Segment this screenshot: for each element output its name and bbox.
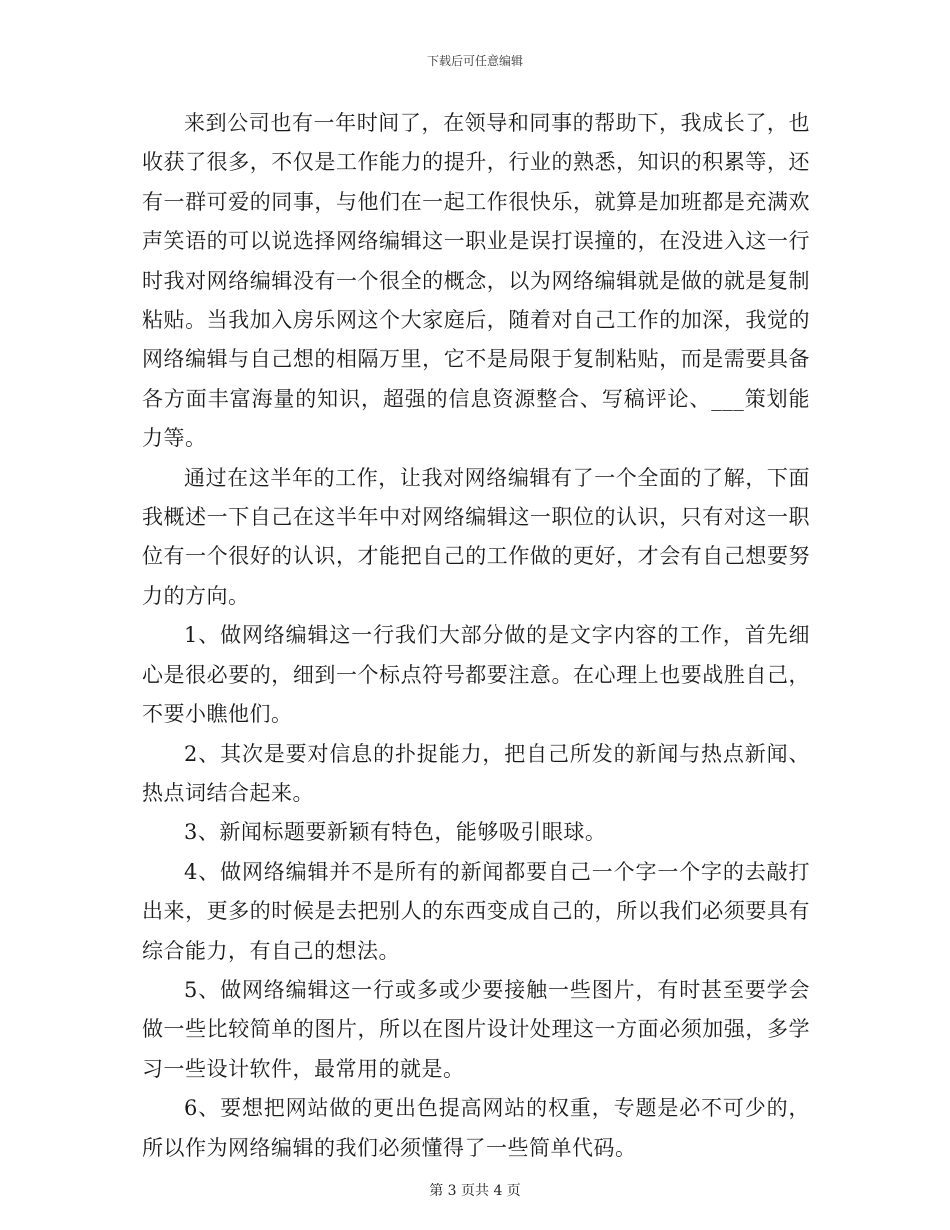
- list-item-1: 1、做网络编辑这一行我们大部分做的是文字内容的工作，首先细心是很必要的，细到一个标点符号都要注意。在心理上也要战胜自己，不要小瞧他们。: [142, 623, 810, 727]
- page-header: 下载后可任意编辑: [426, 54, 523, 68]
- list-item-2: 2、其次是要对信息的扑捉能力，把自己所发的新闻与热点新闻、热点词结合起来。: [142, 741, 810, 805]
- list-item-3: 3、新闻标题要新颖有特色，能够吸引眼球。: [184, 820, 607, 845]
- list-item-6: 6、要想把网站做的更出色提高网站的权重，专题是必不可少的，所以作为网络编辑的我们必须懂得了一些简单代码。: [142, 1096, 810, 1160]
- document-body: [142, 104, 810, 1168]
- paragraph-overview: 通过在这半年的工作，让我对网络编辑有了一个全面的了解，下面我概述一下自己在这半年中对网络编辑这一职位的认识，只有对这一职位有一个很好的认识，才能把自己的工作做的更好，才会有自己想要努力的方向。: [142, 465, 810, 608]
- list-item-4: 4、做网络编辑并不是所有的新闻都要自己一个字一个字的去敲打出来，更多的时候是去把别人的东西变成自己的，所以我们必须要具有综合能力，有自己的想法。: [142, 859, 810, 963]
- paragraph-intro: 来到公司也有一年时间了，在领导和同事的帮助下，我成长了，也收获了很多，不仅是工作能力的提升，行业的熟悉，知识的积累等，还有一群可爱的同事，与他们在一起工作很快乐，就算是加班都是充满欢声笑语的可以说选择网络编辑这一职业是误打误撞的，在没进入这一行时我对网络编辑没有一个很全的概念，以为网络编辑就是做的就是复制粘贴。当我加入房乐网这个大家庭后，随着对自己工作的加深，我觉的网络编辑与自己想的相隔万里，它不是局限于复制粘贴，而是需要具备各方面丰富海量的知识，超强的信息资源整合、写稿评论、___策划能力等。: [142, 111, 810, 451]
- page-footer: 第 3 页共 4 页: [429, 1183, 521, 1199]
- list-item-5: 5、做网络编辑这一行或多或少要接触一些图片，有时甚至要学会做一些比较简单的图片，所以在图片设计处理这一方面必须加强，多学习一些设计软件，最常用的就是。: [142, 977, 810, 1081]
